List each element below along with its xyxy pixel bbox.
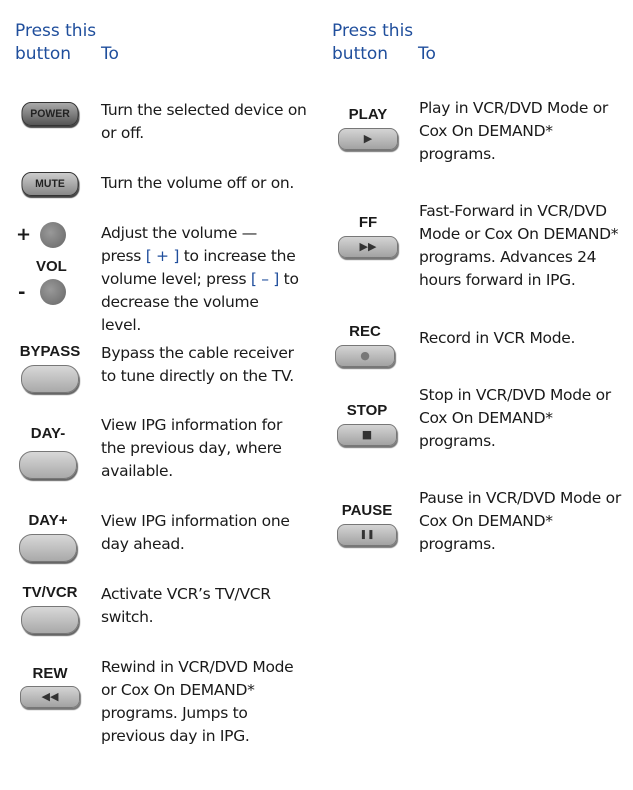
bypass-description: Bypass the cable receiver to tune directly on the TV.: [101, 344, 294, 385]
rew-label: REW: [32, 665, 68, 682]
rec-button: [325, 323, 405, 367]
pause-description: Pause in VCR/DVD Mode or Cox On DEMAND* programs.: [419, 489, 621, 553]
header-button: button: [332, 44, 389, 64]
day-minus-button: [8, 425, 88, 483]
vol-label: VOL: [36, 258, 67, 275]
vol-desc-a: Adjust the volume — press: [101, 224, 257, 265]
header-press-this-button-right: [332, 20, 413, 66]
header-press: Press this: [15, 21, 97, 41]
ff-label: FF: [358, 214, 378, 231]
stop-description: Stop in VCR/DVD Mode or Cox On DEMAND* programs.: [419, 386, 611, 450]
header-to: To: [101, 44, 119, 64]
stop-icon: ■: [337, 424, 397, 446]
stop-label: STOP: [346, 402, 388, 419]
vol-plus-sign: +: [16, 224, 32, 245]
play-icon: ▶: [338, 128, 398, 150]
bypass-button: [10, 343, 90, 397]
rec-description: Record in VCR Mode.: [419, 329, 576, 347]
vol-minus-sign: -: [18, 282, 26, 303]
vol-down-button: [40, 279, 66, 305]
vol-desc-c: to decrease the volume level.: [101, 270, 299, 334]
day-plus-key: [19, 534, 77, 562]
mute-button-label: MUTE: [22, 172, 79, 196]
play-description: Play in VCR/DVD Mode or Cox On DEMAND* programs.: [419, 99, 608, 163]
day-plus-description: View IPG information one day ahead.: [101, 512, 290, 553]
play-label: PLAY: [348, 106, 388, 123]
rew-description: Rewind in VCR/DVD Mode or Cox On DEMAND* programs. Jumps to previous day in IPG.: [101, 658, 294, 745]
power-description: Turn the selected device on or off.: [101, 101, 307, 142]
bypass-key: [21, 365, 79, 393]
day-minus-description: View IPG information for the previous day, where available.: [101, 416, 283, 480]
ff-description: Fast-Forward in VCR/DVD Mode or Cox On DEMAND* programs. Advances 24 hours forward in IPG.: [419, 202, 619, 289]
day-plus-button: [8, 512, 88, 566]
rec-label: REC: [349, 323, 381, 340]
volume-buttons: [14, 222, 94, 312]
rewind-icon: ◀◀: [20, 686, 80, 708]
fast-forward-icon: ▶▶: [338, 236, 398, 258]
tv-vcr-button: [10, 584, 90, 638]
header-button: button: [15, 44, 72, 64]
tv-vcr-label: TV/VCR: [22, 584, 78, 601]
tv-vcr-key: [21, 606, 79, 634]
vol-minus-bracket: [ – ]: [250, 270, 280, 288]
record-icon: ●: [335, 345, 395, 367]
stop-button: [327, 402, 407, 446]
day-plus-label: DAY+: [28, 512, 68, 529]
pause-label: PAUSE: [341, 502, 393, 519]
ff-button: [328, 214, 408, 258]
pause-icon: ❚❚: [337, 524, 397, 546]
header-to-right: To: [418, 44, 436, 64]
pause-button: [327, 502, 407, 546]
vol-description: [101, 222, 301, 337]
play-button: [328, 106, 408, 150]
bypass-label: BYPASS: [19, 343, 81, 360]
mute-description: Turn the volume off or on.: [101, 174, 295, 192]
tv-vcr-description: Activate VCR’s TV/VCR switch.: [101, 585, 271, 626]
header-press-this-button: [15, 20, 96, 66]
rew-button: [10, 665, 90, 708]
header-press: Press this: [332, 21, 414, 41]
vol-desc-b: to increase the volume level; press: [101, 247, 296, 288]
day-minus-key: [19, 451, 77, 479]
day-minus-label: DAY-: [30, 425, 66, 442]
mute-button: [10, 172, 90, 196]
power-button: [10, 102, 90, 126]
vol-plus-bracket: [ + ]: [145, 247, 180, 265]
vol-up-button: [40, 222, 66, 248]
power-button-label: POWER: [22, 102, 79, 126]
